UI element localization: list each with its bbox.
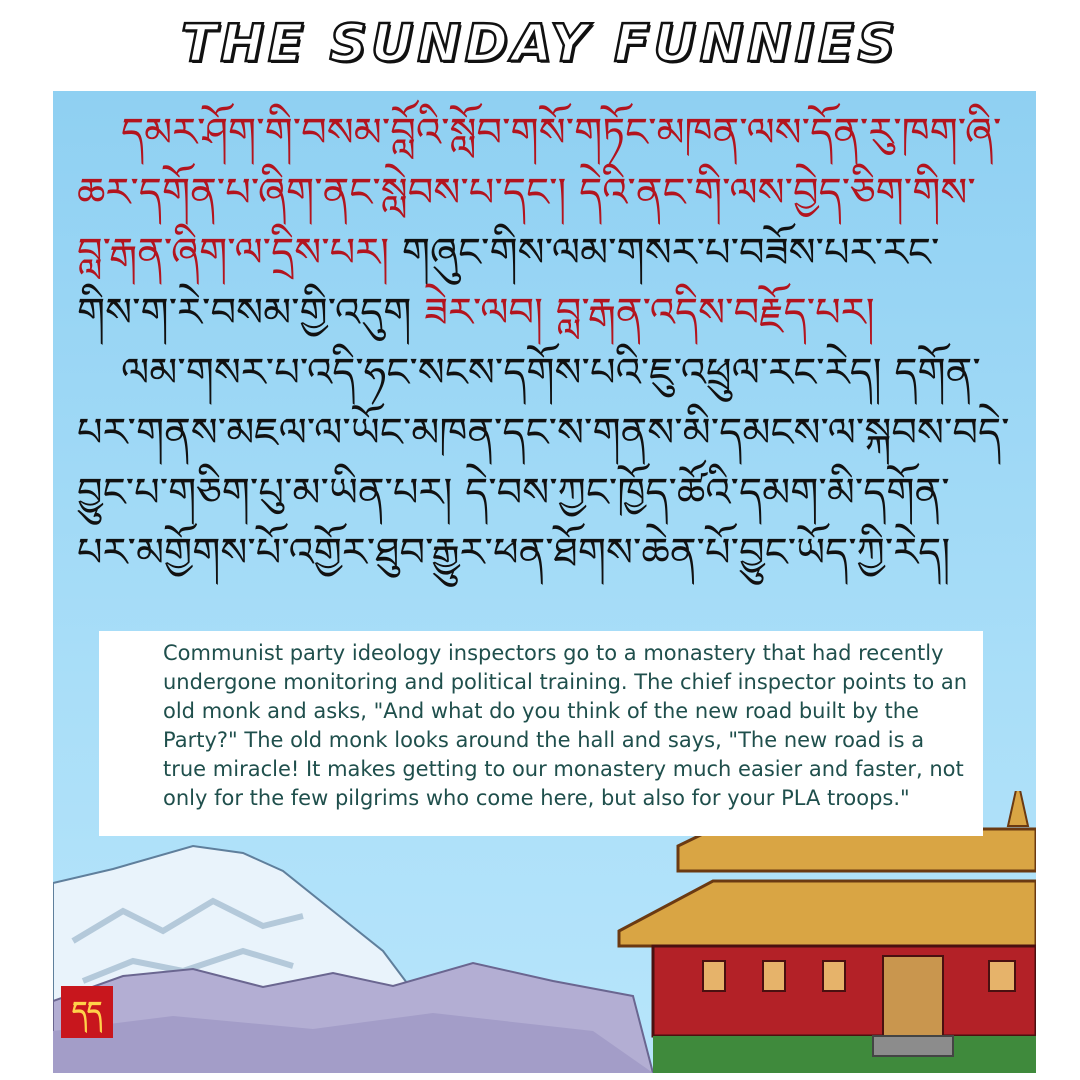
tibetan-line-5: ལམ་གསར་པ་འདི་ཧང་སངས་དགོས་པའི་ཇུ་འཕྲུལ་རང་རེད། དགོན་ bbox=[121, 350, 981, 396]
tibetan-line-4 bbox=[53, 289, 1036, 337]
tibetan-line-4-question: གིས་ག་རེ་བསམ་གྱི་འདུག bbox=[77, 290, 412, 336]
tibetan-line-3 bbox=[53, 229, 1036, 277]
tibetan-line-7: བྱུང་པ་གཅིག་པུ་མ་ཡིན་པར། དེ་བས་ཀྱང་ཁྱོད་ཚོའི་དམག་མི་དགོན་ bbox=[77, 470, 950, 516]
tibetan-line-3-narration: གཞུང་གིས་ལམ་གསར་པ་བཟོས་པར་རང་ bbox=[401, 230, 940, 276]
page-title: THE SUNDAY FUNNIES bbox=[180, 14, 900, 74]
comic-panel bbox=[53, 91, 1036, 1073]
english-caption: Communist party ideology inspectors go to a monastery that had recently undergone monitoring and political training. The chief inspector points to an old monk and asks, "And what do you think of the new road built by the Party?" The old monk looks around the hall and says, "The new road is a true miracle! It makes getting to our monastery much easier and faster, not only for the few pilgrims who come here, but also for your PLA troops." bbox=[99, 631, 983, 836]
tibetan-line-6: པར་གནས་མཇལ་ལ་ཡོང་མཁན་དང་ས་གནས་མི་དམངས་ལ་སྐབས་བདེ་ bbox=[77, 410, 1010, 456]
red-seal-logo: དད bbox=[61, 986, 113, 1038]
tibetan-line-2: ཆར་དགོན་པ་ཞིག་ནང་སླེབས་པ་དང་། དེའི་ནང་གི་ལས་བྱེད་ཅིག་གིས་ bbox=[77, 170, 976, 216]
tibetan-line-3-quote: བླ་རྒན་ཞིག་ལ་དྲིས་པར། bbox=[77, 230, 390, 276]
tibetan-text-block bbox=[53, 109, 1036, 577]
tibetan-line-8: པར་མགྱོགས་པོ་འགྱོར་ཐུབ་རྒྱུར་ཕན་ཐོགས་ཆེན་པོ་བྱུང་ཡོད་ཀྱི་རེད། bbox=[77, 530, 951, 576]
tibetan-line-1: དམར་ཤོག་གི་བསམ་བློའི་སློབ་གསོ་གཏོང་མཁན་ལས་དོན་རུ་ཁག་ཞི་ bbox=[121, 110, 1002, 156]
tibetan-line-4-reply: ཟེར་ལབ། བླ་རྒན་འདིས་བརྗོད་པར། bbox=[424, 290, 875, 336]
